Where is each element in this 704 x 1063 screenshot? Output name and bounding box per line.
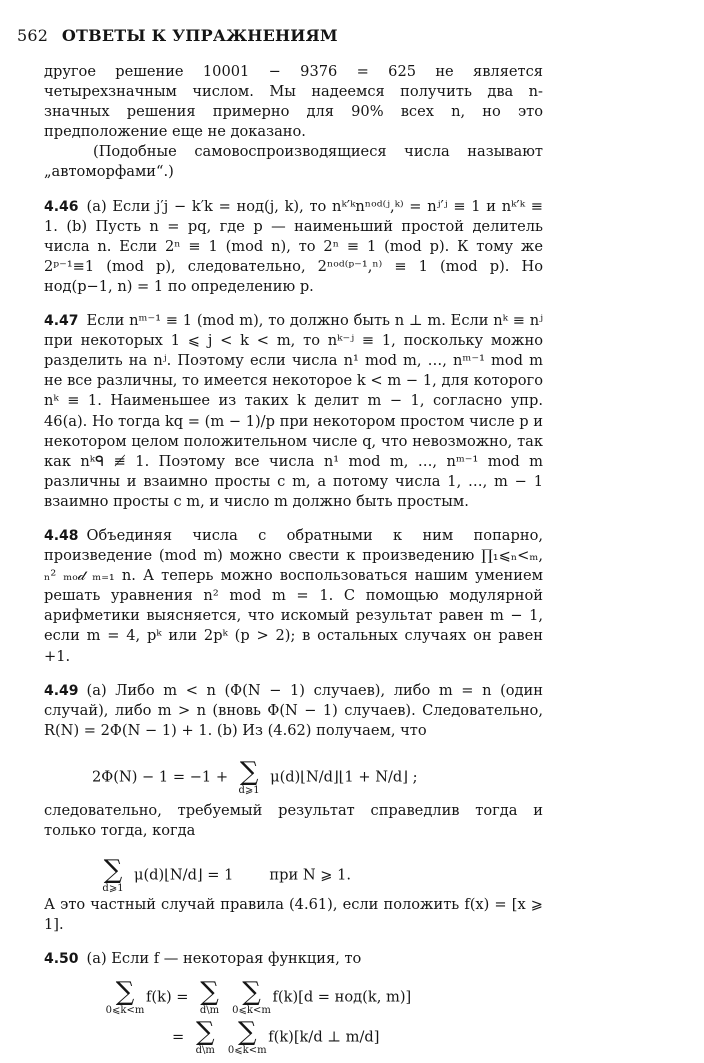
summation-index: 0⩽k<m <box>105 1005 145 1017</box>
equation-middle: f(k) = <box>146 988 189 1006</box>
equation-rhs: f(k)[d = нод(k, m)] <box>272 988 412 1006</box>
exercise-number: 4.46 <box>44 198 79 215</box>
display-equation-1 <box>44 741 543 801</box>
exercise-text: (a) Либо m < n (Φ(N − 1) случаев), либо m = n (один случай), либо m > n (вновь Φ(N − 1) случаев). Следовательно, R(N) = 2Φ(N − 1) + 1. (b) Из (4.62) получаем, что <box>44 681 543 739</box>
sigma-symbol: ∑ <box>200 977 219 1008</box>
exercise-number: 4.50 <box>44 951 79 968</box>
equation-lhs: 2Φ(N) − 1 = −1 + <box>92 768 229 786</box>
equation-rhs: f(k)[k/d ⊥ m/d] <box>268 1028 380 1046</box>
chapter-title: ОТВЕТЫ К УПРАЖНЕНИЯМ <box>61 26 338 45</box>
equation-rhs: μ(d)⌊N/d⌋⌊1 + N/d⌋ ; <box>270 768 418 786</box>
paragraph-special-case: А это частный случай правила (4.61), если положить f(x) = [x ⩾ 1]. <box>44 896 543 934</box>
exercise-text: Объединяя числа с обратными к ним попарно, произведение (mod m) можно свести к произведению ∏₁⩽ₙ<ₘ, ₙ² ₘₒ𝒹 ₘ₌₁ n. А теперь можно воспользоваться нашим умением решать уравнения n² mod m = 1. С помощью модулярной арифметики выясняется, что искомый результат равен m − 1, если m = 4, pᵏ или 2pᵏ (p > 2); в остальных случаях он равен +1. <box>44 526 543 665</box>
summation <box>227 1017 267 1057</box>
display-equation-4 <box>44 1013 543 1063</box>
sigma-symbol: ∑ <box>242 977 261 1008</box>
summation-index: d⩾1 <box>238 784 260 796</box>
exercise-text: Если nᵐ⁻¹ ≡ 1 (mod m), то должно быть n ⊥ m. Если nᵏ ≡ nʲ при некоторых 1 ⩽ j < k < m, то nᵏ⁻ʲ ≡ 1, поскольку можно разделить на nʲ. Поэтому если числа n¹ mod m, …, nᵐ⁻¹ mod m не все различны, то имеется некоторое k < m − 1, для которого nᵏ ≡ 1. Наименьшее из таких k делит m − 1, согласно упр. 46(a). Но тогда kq = (m − 1)/p при некотором простом числе p и некотором целом положительном числе q, что невозможно, так как nᵏᑫ ≢ 1. Поэтому все числа n¹ mod m, …, nᵐ⁻¹ mod m различны и взаимно просты с m, а потому числа 1, …, m − 1 взаимно просты с m, и число m должно быть простым. <box>44 312 543 510</box>
display-equation-2 <box>44 841 543 895</box>
sigma-symbol: ∑ <box>115 977 135 1008</box>
summation <box>232 977 271 1017</box>
page-number: 562 <box>17 26 49 45</box>
sigma-symbol: ∑ <box>103 855 123 886</box>
summation <box>96 857 130 894</box>
paragraph-continuation: другое решение 10001 − 9376 = 625 не является четырехзначным числом. Мы надеемся получить два n-значных решения примерно для 90% всех n, но это предположение еще не доказано. <box>44 63 543 141</box>
sigma-symbol: ∑ <box>239 756 259 787</box>
running-header <box>17 26 338 45</box>
exercise-4-46 <box>44 197 543 297</box>
sigma-symbol: ∑ <box>195 1017 215 1048</box>
equation-condition: при N ⩾ 1. <box>269 866 352 884</box>
exercise-number: 4.49 <box>44 682 79 699</box>
exercise-4-50 <box>44 949 543 969</box>
display-equation-3 <box>44 969 543 1017</box>
summation-index: 0⩽k<m <box>227 1045 267 1057</box>
exercise-4-47 <box>44 311 543 512</box>
exercise-4-48 <box>44 526 543 667</box>
exercise-number: 4.47 <box>44 313 79 330</box>
exercise-text: (a) Если j′j − k′k = нод(j, k), то nᵏ′ᵏnⁿᵒᵈ⁽ʲ,ᵏ⁾ = nʲ′ʲ ≡ 1 и nᵏ′ᵏ ≡ 1. (b) Пусть n = pq, где p — наименьший простой делитель числа n. Если 2ⁿ ≡ 1 (mod n), то 2ⁿ ≡ 1 (mod p). К тому же 2ᵖ⁻¹≡1 (mod p), следовательно, 2ⁿᵒᵈ⁽ᵖ⁻¹,ⁿ⁾ ≡ 1 (mod p). Но нод(p−1, n) = 1 по определению p. <box>44 197 543 295</box>
exercise-text: (a) Если f — некоторая функция, то <box>86 950 362 968</box>
summation-index: d\m <box>199 1005 220 1017</box>
text-body <box>44 62 543 1063</box>
summation-index: 0⩽k<m <box>232 1005 271 1017</box>
exercise-number: 4.48 <box>44 527 79 544</box>
equation-lhs: = <box>172 1028 185 1046</box>
paragraph-consequence: следовательно, требуемый результат справедлив тогда и только тогда, когда <box>44 801 543 839</box>
summation-index: d\m <box>195 1045 215 1057</box>
summation <box>232 756 266 796</box>
equation-body: μ(d)⌊N/d⌋ = 1 <box>134 866 234 884</box>
summation-index: d⩾1 <box>102 883 124 895</box>
paragraph-automorphs: (Подобные самовоспроизводящиеся числа называют „автоморфами“.) <box>44 143 543 181</box>
summation <box>105 977 145 1017</box>
exercise-4-49 <box>44 681 543 741</box>
sigma-symbol: ∑ <box>237 1017 257 1048</box>
